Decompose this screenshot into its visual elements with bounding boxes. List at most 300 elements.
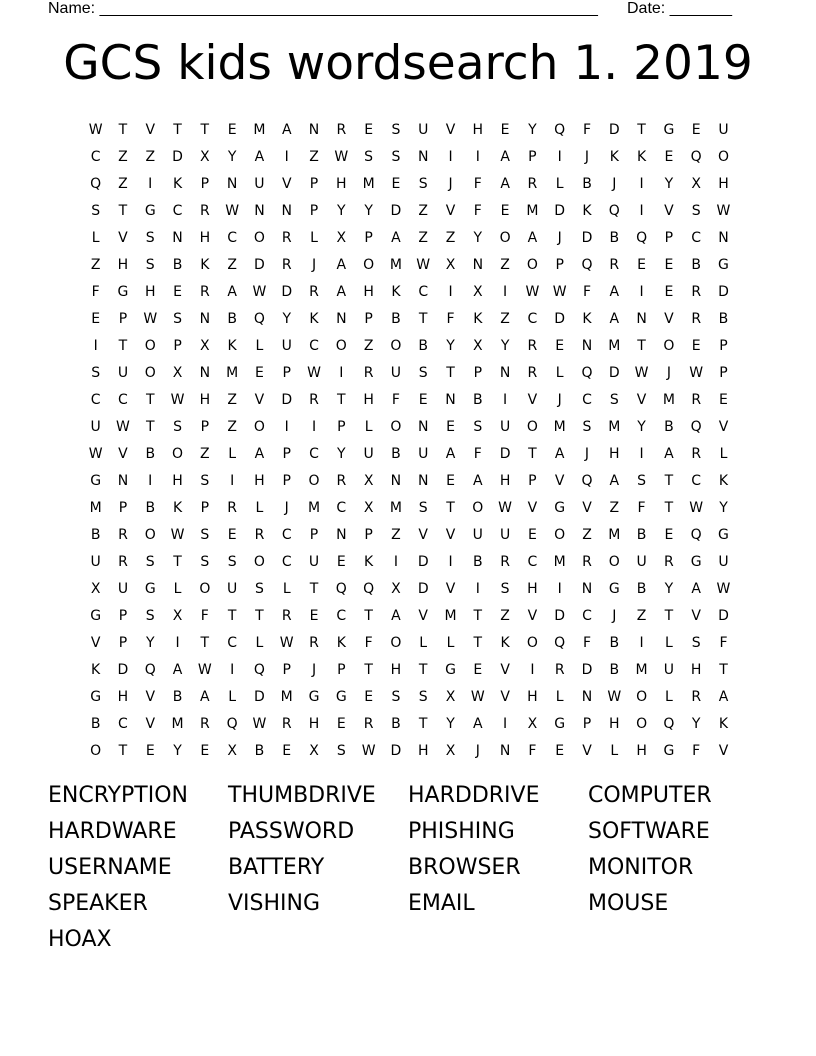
grid-letter[interactable]: X <box>691 175 701 192</box>
grid-letter[interactable]: P <box>118 607 128 624</box>
grid-letter[interactable]: H <box>336 175 347 192</box>
grid-letter[interactable]: P <box>364 526 373 543</box>
grid-letter[interactable]: N <box>499 742 511 759</box>
grid-letter[interactable]: W <box>470 688 485 705</box>
grid-letter[interactable]: N <box>718 229 729 246</box>
grid-letter[interactable]: B <box>609 634 620 651</box>
grid-letter[interactable]: E <box>364 121 374 138</box>
grid-letter[interactable]: Q <box>663 715 675 732</box>
grid-letter[interactable]: N <box>281 202 292 219</box>
grid-letter[interactable]: V <box>445 526 456 543</box>
grid-letter[interactable]: S <box>418 175 428 192</box>
grid-letter[interactable]: K <box>500 634 510 651</box>
grid-letter[interactable]: D <box>608 121 620 138</box>
grid-letter[interactable]: N <box>254 202 265 219</box>
grid-letter[interactable]: A <box>500 148 510 165</box>
grid-letter[interactable]: M <box>89 499 102 516</box>
grid-letter[interactable]: E <box>364 688 374 705</box>
grid-letter[interactable]: P <box>309 526 319 543</box>
grid-letter[interactable]: U <box>281 337 292 354</box>
grid-letter[interactable]: W <box>498 499 513 516</box>
grid-letter[interactable]: S <box>145 553 155 570</box>
grid-letter[interactable]: V <box>281 175 292 192</box>
grid-letter[interactable]: W <box>279 634 294 651</box>
grid-letter[interactable]: Q <box>335 580 347 597</box>
grid-letter[interactable]: Y <box>446 715 455 732</box>
grid-letter[interactable]: I <box>639 445 644 462</box>
grid-letter[interactable]: O <box>472 499 484 516</box>
grid-letter[interactable]: F <box>473 445 482 462</box>
grid-letter[interactable]: T <box>637 337 646 354</box>
grid-letter[interactable]: N <box>390 472 402 489</box>
grid-letter[interactable]: E <box>500 202 510 219</box>
grid-letter[interactable]: B <box>145 445 156 462</box>
grid-letter[interactable]: R <box>227 499 237 516</box>
grid-letter[interactable]: S <box>173 310 182 327</box>
grid-letter[interactable]: D <box>281 283 293 300</box>
grid-letter[interactable]: J <box>612 607 617 624</box>
grid-letter[interactable]: T <box>528 445 537 462</box>
grid-letter[interactable]: F <box>719 634 728 651</box>
grid-letter[interactable]: M <box>635 661 648 678</box>
grid-letter[interactable]: W <box>334 148 349 165</box>
grid-letter[interactable]: P <box>719 364 728 381</box>
grid-letter[interactable]: I <box>448 553 453 570</box>
grid-letter[interactable]: R <box>527 364 538 381</box>
grid-letter[interactable]: T <box>118 121 128 138</box>
grid-letter[interactable]: E <box>664 148 674 165</box>
grid-letter[interactable]: Q <box>144 661 156 678</box>
grid-letter[interactable]: Z <box>500 310 510 327</box>
grid-letter[interactable]: K <box>91 661 101 678</box>
grid-letter[interactable]: C <box>90 391 101 408</box>
grid-letter[interactable]: B <box>718 310 729 327</box>
grid-letter[interactable]: S <box>609 391 619 408</box>
grid-letter[interactable]: D <box>554 310 566 327</box>
grid-letter[interactable]: T <box>719 661 728 678</box>
grid-letter[interactable]: R <box>691 688 702 705</box>
grid-letter[interactable]: U <box>499 418 511 435</box>
grid-letter[interactable]: A <box>391 607 401 624</box>
grid-letter[interactable]: I <box>639 175 644 192</box>
grid-letter[interactable]: I <box>448 148 453 165</box>
grid-letter[interactable]: S <box>336 742 346 759</box>
grid-letter[interactable]: C <box>309 337 319 354</box>
grid-letter[interactable]: O <box>308 472 320 489</box>
grid-letter[interactable]: O <box>390 634 402 651</box>
grid-letter[interactable]: Z <box>609 499 620 516</box>
grid-letter[interactable]: D <box>608 364 620 381</box>
grid-letter[interactable]: W <box>525 283 540 300</box>
grid-letter[interactable]: D <box>281 391 293 408</box>
grid-letter[interactable]: E <box>527 526 537 543</box>
grid-letter[interactable]: A <box>172 661 183 678</box>
grid-letter[interactable]: E <box>691 337 701 354</box>
grid-letter[interactable]: H <box>636 742 647 759</box>
grid-letter[interactable]: I <box>448 283 453 300</box>
grid-letter[interactable]: M <box>280 688 293 705</box>
name-blank[interactable]: ________________________________________________________ <box>99 0 598 17</box>
grid-letter[interactable]: D <box>499 445 511 462</box>
grid-letter[interactable]: Q <box>690 526 702 543</box>
grid-letter[interactable]: C <box>582 607 592 624</box>
grid-letter[interactable]: I <box>148 472 153 489</box>
grid-letter[interactable]: E <box>691 121 701 138</box>
grid-letter[interactable]: C <box>90 148 101 165</box>
grid-letter[interactable]: R <box>527 337 538 354</box>
grid-letter[interactable]: D <box>581 661 593 678</box>
grid-letter[interactable]: T <box>145 418 155 435</box>
grid-letter[interactable]: K <box>609 148 619 165</box>
grid-letter[interactable]: A <box>664 445 674 462</box>
grid-letter[interactable]: L <box>282 580 291 597</box>
grid-letter[interactable]: V <box>527 391 538 408</box>
grid-letter[interactable]: K <box>391 283 401 300</box>
grid-letter[interactable]: N <box>226 175 238 192</box>
grid-letter[interactable]: T <box>364 607 373 624</box>
grid-letter[interactable]: A <box>691 580 701 597</box>
grid-letter[interactable]: E <box>664 526 674 543</box>
grid-letter[interactable]: O <box>363 256 375 273</box>
grid-letter[interactable]: D <box>254 256 265 273</box>
grid-letter[interactable]: C <box>227 229 238 246</box>
grid-letter[interactable]: Z <box>90 256 101 273</box>
grid-letter[interactable]: Q <box>608 202 620 219</box>
grid-letter[interactable]: G <box>718 526 729 543</box>
grid-letter[interactable]: D <box>417 553 429 570</box>
grid-letter[interactable]: Y <box>473 229 483 246</box>
grid-letter[interactable]: L <box>555 688 564 705</box>
grid-letter[interactable]: S <box>582 418 592 435</box>
grid-letter[interactable]: S <box>145 607 155 624</box>
grid-letter[interactable]: X <box>200 148 210 165</box>
grid-letter[interactable]: C <box>691 229 702 246</box>
grid-letter[interactable]: H <box>172 472 183 489</box>
grid-letter[interactable]: J <box>311 661 317 678</box>
grid-letter[interactable]: W <box>252 283 267 300</box>
grid-letter[interactable]: E <box>555 742 565 759</box>
grid-letter[interactable]: R <box>336 121 347 138</box>
grid-letter[interactable]: X <box>90 580 101 597</box>
grid-letter[interactable]: E <box>555 337 565 354</box>
grid-letter[interactable]: U <box>418 445 429 462</box>
grid-letter[interactable]: N <box>499 364 511 381</box>
grid-letter[interactable]: M <box>307 499 321 516</box>
grid-letter[interactable]: F <box>582 121 592 138</box>
grid-letter[interactable]: Q <box>363 580 375 597</box>
grid-letter[interactable]: G <box>718 256 729 273</box>
grid-letter[interactable]: G <box>690 553 702 570</box>
grid-letter[interactable]: S <box>145 229 155 246</box>
grid-letter[interactable]: W <box>197 661 212 678</box>
grid-letter[interactable]: E <box>336 715 346 732</box>
grid-letter[interactable]: D <box>554 607 566 624</box>
grid-letter[interactable]: Z <box>500 256 510 273</box>
grid-letter[interactable]: Z <box>309 148 319 165</box>
grid-letter[interactable]: M <box>226 364 239 381</box>
grid-letter[interactable]: A <box>227 283 237 300</box>
grid-letter[interactable]: V <box>418 526 428 543</box>
grid-letter[interactable]: E <box>446 472 455 489</box>
grid-letter[interactable]: Q <box>636 229 648 246</box>
grid-letter[interactable]: P <box>200 499 210 516</box>
grid-letter[interactable]: G <box>335 688 347 705</box>
grid-letter[interactable]: Y <box>364 202 373 219</box>
grid-letter[interactable]: G <box>144 580 156 597</box>
grid-letter[interactable]: S <box>200 472 210 489</box>
grid-letter[interactable]: U <box>308 553 320 570</box>
grid-letter[interactable]: T <box>473 607 483 624</box>
grid-letter[interactable]: R <box>309 634 319 651</box>
grid-letter[interactable]: R <box>309 283 319 300</box>
grid-letter[interactable]: G <box>663 742 675 759</box>
grid-letter[interactable]: O <box>144 337 156 354</box>
grid-letter[interactable]: I <box>475 580 480 597</box>
grid-letter[interactable]: L <box>664 634 673 651</box>
grid-letter[interactable]: A <box>336 283 347 300</box>
grid-letter[interactable]: L <box>555 364 564 381</box>
grid-letter[interactable]: Y <box>145 634 155 651</box>
grid-letter[interactable]: X <box>200 337 210 354</box>
grid-letter[interactable]: L <box>610 742 619 759</box>
grid-letter[interactable]: L <box>173 580 182 597</box>
grid-letter[interactable]: T <box>118 202 128 219</box>
grid-letter[interactable]: B <box>609 661 620 678</box>
grid-letter[interactable]: S <box>364 148 374 165</box>
grid-letter[interactable]: N <box>199 310 211 327</box>
grid-letter[interactable]: G <box>90 607 102 624</box>
grid-letter[interactable]: S <box>418 499 428 516</box>
grid-letter[interactable]: F <box>473 202 482 219</box>
grid-letter[interactable]: K <box>227 337 237 354</box>
grid-letter[interactable]: P <box>282 472 291 489</box>
grid-letter[interactable]: H <box>363 391 374 408</box>
grid-letter[interactable]: T <box>173 121 182 138</box>
grid-letter[interactable]: J <box>311 256 317 273</box>
grid-letter[interactable]: H <box>499 472 511 489</box>
grid-letter[interactable]: V <box>500 688 510 705</box>
grid-letter[interactable]: O <box>526 256 538 273</box>
grid-letter[interactable]: C <box>418 283 429 300</box>
grid-letter[interactable]: T <box>418 310 428 327</box>
grid-letter[interactable]: R <box>118 553 128 570</box>
grid-letter[interactable]: C <box>281 553 292 570</box>
grid-letter[interactable]: Z <box>418 202 428 219</box>
grid-letter[interactable]: L <box>91 229 100 246</box>
grid-letter[interactable]: I <box>339 364 344 381</box>
grid-letter[interactable]: P <box>337 418 346 435</box>
grid-letter[interactable]: K <box>582 202 592 219</box>
grid-letter[interactable]: O <box>526 418 538 435</box>
grid-letter[interactable]: X <box>391 580 401 597</box>
grid-letter[interactable]: M <box>553 418 566 435</box>
grid-letter[interactable]: S <box>691 202 701 219</box>
grid-letter[interactable]: E <box>309 607 319 624</box>
grid-letter[interactable]: Y <box>664 175 674 192</box>
grid-letter[interactable]: S <box>91 202 101 219</box>
grid-letter[interactable]: P <box>282 661 291 678</box>
grid-letter[interactable]: L <box>446 634 455 651</box>
grid-letter[interactable]: Q <box>253 661 265 678</box>
grid-letter[interactable]: X <box>363 472 374 489</box>
grid-letter[interactable]: C <box>281 526 292 543</box>
grid-letter[interactable]: T <box>337 391 346 408</box>
grid-letter[interactable]: R <box>691 445 702 462</box>
grid-letter[interactable]: C <box>118 391 128 408</box>
grid-letter[interactable]: U <box>90 553 101 570</box>
grid-letter[interactable]: Y <box>500 337 510 354</box>
grid-letter[interactable]: J <box>612 175 617 192</box>
grid-letter[interactable]: L <box>555 175 564 192</box>
grid-letter[interactable]: R <box>691 310 702 327</box>
grid-letter[interactable]: A <box>609 310 620 327</box>
grid-letter[interactable]: Z <box>227 418 237 435</box>
grid-letter[interactable]: L <box>364 418 373 435</box>
grid-letter[interactable]: W <box>607 688 622 705</box>
grid-letter[interactable]: V <box>145 688 156 705</box>
grid-letter[interactable]: S <box>145 256 155 273</box>
grid-letter[interactable]: T <box>664 472 674 489</box>
grid-letter[interactable]: B <box>90 526 101 543</box>
grid-letter[interactable]: D <box>581 229 593 246</box>
grid-letter[interactable]: C <box>172 202 183 219</box>
grid-letter[interactable]: R <box>609 256 620 273</box>
grid-letter[interactable]: T <box>664 499 674 516</box>
grid-letter[interactable]: G <box>445 661 456 678</box>
grid-letter[interactable]: U <box>227 580 238 597</box>
grid-letter[interactable]: Q <box>581 472 593 489</box>
grid-letter[interactable]: U <box>254 175 265 192</box>
grid-letter[interactable]: R <box>527 175 538 192</box>
grid-letter[interactable]: G <box>117 283 129 300</box>
grid-letter[interactable]: R <box>691 391 702 408</box>
grid-letter[interactable]: H <box>390 661 402 678</box>
grid-letter[interactable]: I <box>148 175 153 192</box>
grid-letter[interactable]: Z <box>391 526 401 543</box>
grid-letter[interactable]: N <box>417 472 429 489</box>
grid-letter[interactable]: I <box>284 148 289 165</box>
grid-letter[interactable]: W <box>361 742 376 759</box>
grid-letter[interactable]: V <box>145 121 156 138</box>
grid-letter[interactable]: K <box>718 472 729 489</box>
grid-letter[interactable]: S <box>254 580 264 597</box>
grid-letter[interactable]: Y <box>173 742 182 759</box>
grid-letter[interactable]: U <box>390 364 402 381</box>
grid-letter[interactable]: T <box>118 742 128 759</box>
grid-letter[interactable]: E <box>91 310 101 327</box>
grid-letter[interactable]: D <box>718 607 729 624</box>
grid-letter[interactable]: P <box>309 202 319 219</box>
grid-letter[interactable]: F <box>91 283 100 300</box>
date-blank[interactable]: _______ <box>669 0 732 17</box>
grid-letter[interactable]: V <box>445 580 456 597</box>
grid-letter[interactable]: Q <box>690 148 702 165</box>
grid-letter[interactable]: V <box>500 661 510 678</box>
grid-letter[interactable]: F <box>200 607 209 624</box>
grid-letter[interactable]: T <box>227 607 237 624</box>
grid-letter[interactable]: P <box>719 337 728 354</box>
grid-letter[interactable]: K <box>309 310 319 327</box>
grid-letter[interactable]: I <box>93 337 98 354</box>
grid-letter[interactable]: V <box>118 229 128 246</box>
grid-letter[interactable]: N <box>308 121 320 138</box>
grid-letter[interactable]: N <box>336 526 347 543</box>
grid-letter[interactable]: E <box>418 391 428 408</box>
grid-letter[interactable]: O <box>90 742 102 759</box>
grid-letter[interactable]: W <box>170 526 185 543</box>
grid-letter[interactable]: I <box>475 148 480 165</box>
grid-letter[interactable]: D <box>254 688 265 705</box>
grid-letter[interactable]: I <box>230 472 235 489</box>
grid-letter[interactable]: Y <box>337 445 346 462</box>
grid-letter[interactable]: I <box>557 580 562 597</box>
grid-letter[interactable]: W <box>307 364 321 381</box>
grid-letter[interactable]: F <box>364 634 373 651</box>
grid-letter[interactable]: R <box>664 553 674 570</box>
grid-letter[interactable]: U <box>499 526 511 543</box>
grid-letter[interactable]: B <box>172 688 183 705</box>
grid-letter[interactable]: R <box>281 256 292 273</box>
grid-letter[interactable]: C <box>336 607 347 624</box>
grid-letter[interactable]: N <box>172 229 183 246</box>
grid-letter[interactable]: G <box>90 688 102 705</box>
grid-letter[interactable]: Z <box>145 148 156 165</box>
grid-letter[interactable]: R <box>500 553 510 570</box>
grid-letter[interactable]: V <box>90 634 101 651</box>
grid-letter[interactable]: F <box>637 499 646 516</box>
grid-letter[interactable]: V <box>418 607 428 624</box>
grid-letter[interactable]: H <box>144 283 156 300</box>
grid-letter[interactable]: E <box>446 418 455 435</box>
grid-letter[interactable]: N <box>417 148 429 165</box>
grid-letter[interactable]: E <box>500 121 510 138</box>
grid-letter[interactable]: M <box>526 202 539 219</box>
grid-letter[interactable]: G <box>554 715 566 732</box>
grid-letter[interactable]: S <box>637 472 647 489</box>
grid-letter[interactable]: E <box>173 283 182 300</box>
grid-letter[interactable]: N <box>581 337 593 354</box>
grid-letter[interactable]: B <box>391 310 401 327</box>
grid-letter[interactable]: E <box>255 364 264 381</box>
grid-letter[interactable]: R <box>363 364 374 381</box>
grid-letter[interactable]: F <box>446 310 455 327</box>
grid-letter[interactable]: W <box>88 445 103 462</box>
grid-letter[interactable]: J <box>448 175 453 192</box>
grid-letter[interactable]: I <box>639 202 644 219</box>
grid-letter[interactable]: F <box>692 742 701 759</box>
grid-letter[interactable]: H <box>527 580 538 597</box>
grid-letter[interactable]: A <box>609 283 620 300</box>
grid-letter[interactable]: T <box>418 715 428 732</box>
grid-letter[interactable]: X <box>473 283 483 300</box>
grid-letter[interactable]: X <box>309 742 319 759</box>
grid-letter[interactable]: S <box>500 580 510 597</box>
grid-letter[interactable]: Z <box>363 337 374 354</box>
grid-letter[interactable]: T <box>664 607 674 624</box>
grid-letter[interactable]: S <box>391 688 401 705</box>
grid-letter[interactable]: A <box>336 256 347 273</box>
grid-letter[interactable]: A <box>554 445 565 462</box>
grid-letter[interactable]: R <box>281 229 292 246</box>
grid-letter[interactable]: Z <box>227 391 237 408</box>
grid-letter[interactable]: Q <box>90 175 102 192</box>
grid-letter[interactable]: Y <box>446 337 455 354</box>
grid-letter[interactable]: S <box>418 364 428 381</box>
grid-letter[interactable]: M <box>171 715 184 732</box>
grid-letter[interactable]: S <box>691 634 701 651</box>
grid-letter[interactable]: B <box>582 175 592 192</box>
grid-letter[interactable]: X <box>227 742 237 759</box>
